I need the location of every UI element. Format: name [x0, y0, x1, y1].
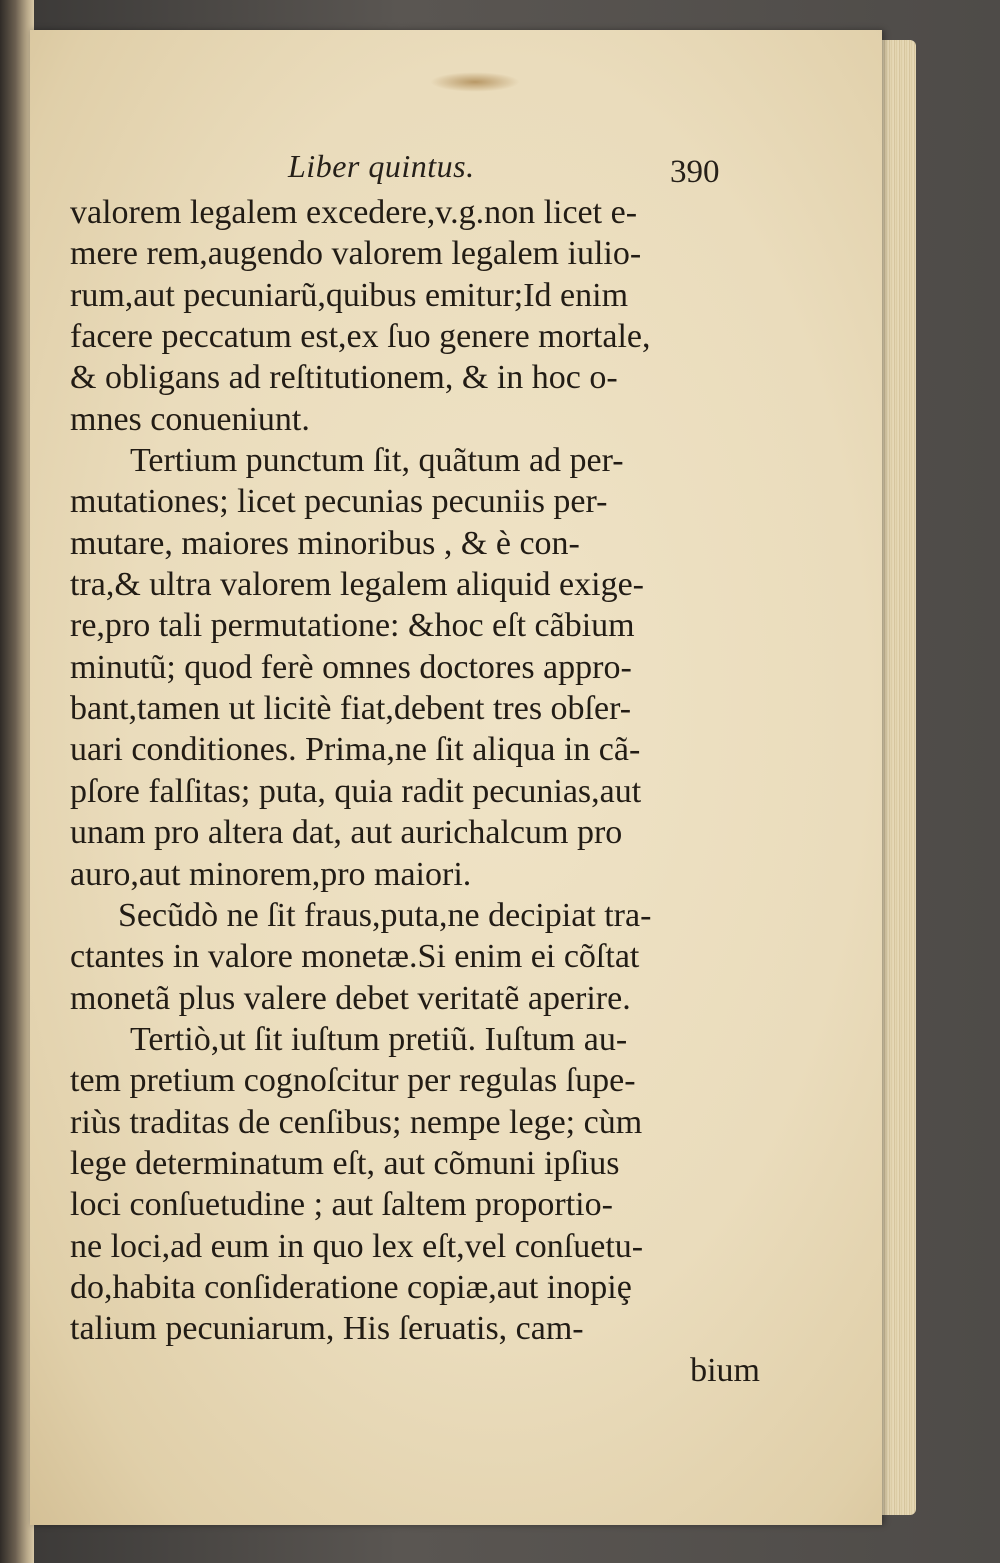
text-line: Tertiò,ut ſit iuſtum pretiũ. Iuſtum au- — [130, 1020, 628, 1058]
text-line: loci conſuetudine ; aut ſaltem proportio- — [70, 1186, 613, 1224]
text-line: facere peccatum est,ex ſuo genere mortale, — [70, 318, 651, 356]
text-line: pſore falſitas; puta, quia radit pecunias,aut — [70, 772, 642, 810]
text-line: mere rem,augendo valorem legalem iulio- — [70, 235, 642, 273]
text-line: & obligans ad reſtitutionem, & in hoc o- — [70, 359, 618, 397]
text-line: uari conditiones. Prima,ne ſit aliqua in cã- — [70, 731, 641, 769]
catchword: bium — [690, 1351, 760, 1389]
text-line: rum,aut pecuniarũ,quibus emitur;Id enim — [70, 276, 629, 314]
page-block-edge — [880, 40, 916, 1515]
text-line: Secũdò ne ſit fraus,puta,ne decipiat tra- — [118, 896, 652, 934]
text-line: bant,tamen ut licitè fiat,debent tres obſer- — [70, 690, 632, 728]
text-line: monetã plus valere debet veritatẽ aperire. — [70, 979, 631, 1017]
text-line: tra,& ultra valorem legalem aliquid exige- — [70, 566, 644, 604]
text-line: riùs traditas de cenſibus; nempe lege; cùm — [70, 1103, 643, 1141]
text-line: ne loci,ad eum in quo lex eſt,vel conſuetu- — [70, 1227, 644, 1265]
page-header — [30, 148, 882, 198]
text-line: mnes conueniunt. — [70, 400, 310, 438]
text-line: talium pecuniarum, His ſeruatis, cam- — [70, 1310, 584, 1348]
facing-page-edge — [0, 0, 34, 1563]
text-line: re,pro tali permutatione: &hoc eſt cãbium — [70, 607, 635, 645]
book-page — [30, 30, 882, 1525]
running-title: Liber quintus. — [288, 148, 475, 184]
paper-stain — [430, 72, 520, 92]
text-line: unam pro altera dat, aut aurichalcum pro — [70, 814, 623, 852]
text-line: mutationes; licet pecunias pecuniis per- — [70, 483, 608, 521]
text-line: mutare, maiores minoribus , & è con- — [70, 524, 580, 562]
text-line: lege determinatum eſt, aut cõmuni ipſius — [70, 1144, 620, 1182]
page-number: 390 — [670, 154, 720, 190]
text-line: valorem legalem excedere,v.g.non licet e- — [70, 194, 638, 231]
body-text — [70, 192, 760, 1391]
text-line: auro,aut minorem,pro maiori. — [70, 855, 472, 893]
text-line: tem pretium cognoſcitur per regulas ſupe- — [70, 1062, 636, 1100]
text-line: Tertium punctum ſit, quãtum ad per- — [130, 442, 624, 480]
text-line: ctantes in valore monetæ.Si enim ei cõſtat — [70, 938, 640, 976]
text-line: do,habita conſideratione copiæ,aut inopiȩ — [70, 1268, 632, 1306]
text-line: minutũ; quod ferè omnes doctores appro- — [70, 648, 632, 686]
